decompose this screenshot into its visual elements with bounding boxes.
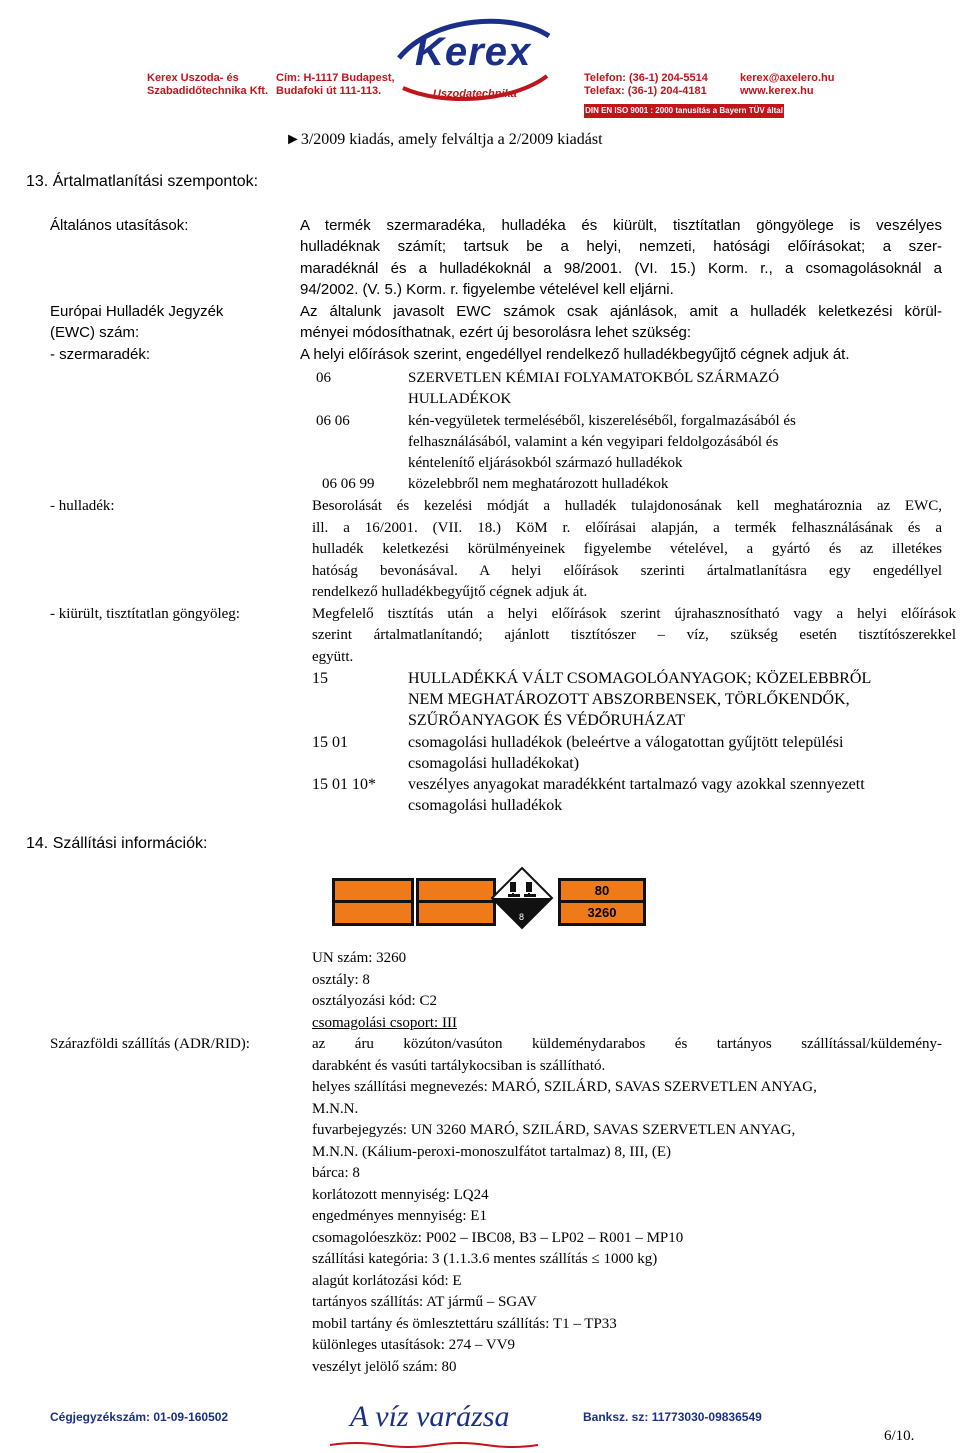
transport-detail: mobil tartány és ömlesztettáru szállítás: T1 – TP33 <box>312 1316 617 1332</box>
residue-text: A helyi előírások szerint, engedéllyel rendelkező hulladékbegyűjtő cégnek adjuk át. <box>300 346 850 363</box>
orange-plate-blank <box>332 878 414 926</box>
transport-detail: alagút korlátozási kód: E <box>312 1273 462 1289</box>
general-instructions-label: Általános utasítások: <box>50 217 189 234</box>
transport-detail: helyes szállítási megnevezés: MARÓ, SZILÁRD, SAVAS SZERVETLEN ANYAG, <box>312 1079 817 1095</box>
transport-detail: veszélyt jelölő szám: 80 <box>312 1359 457 1375</box>
diamond-class-number: 8 <box>519 912 525 922</box>
company-web: kerex@axelero.hu www.kerex.hu <box>740 72 835 97</box>
ewc-code-desc: felhasználásából, valamint a kén vegyipari feldolgozásából és <box>408 434 779 450</box>
transport-line: darabként és vasúti tartálykocsiban is szállítható. <box>312 1058 606 1074</box>
packing-group: csomagolási csoport: III <box>312 1015 457 1031</box>
plate-un-number: 3260 <box>587 905 617 920</box>
ewc-text-line: ményei módosíthatnak, ezért új besorolásra lehet szükség: <box>300 324 692 341</box>
ewc-label: (EWC) szám: <box>50 324 140 341</box>
ewc-code-desc: HULLADÉKOK <box>408 391 512 407</box>
plate-hazard-number: 80 <box>594 883 610 898</box>
ewc-code: 15 01 10* <box>312 776 376 793</box>
transport-detail: engedményes mennyiség: E1 <box>312 1208 487 1224</box>
certification-badge: DIN EN ISO 9001 : 2000 tanusítás a Bayern TÜV által <box>584 104 784 118</box>
page-header <box>0 0 960 148</box>
transport-detail: különleges utasítások: 274 – VV9 <box>312 1337 516 1353</box>
transport-detail: csomagolóeszköz: P002 – IBC08, B3 – LP02 – R001 – MP10 <box>312 1230 684 1246</box>
ewc-code-desc: csomagolási hulladékok <box>408 797 563 814</box>
ewc-code-desc: csomagolási hulladékok (beleértve a válogatottan gyűjtött települési <box>408 734 844 751</box>
logo-subtext: Uszodatechnika <box>433 88 517 100</box>
ewc-code: 15 <box>312 670 328 687</box>
packaging-text-line: szerint ártalmatlanítandó; ajánlott tisztítószer – víz, szükség esetén tisztítószerekkel <box>312 627 956 643</box>
packaging-label: - kiürült, tisztítatlan göngyöleg: <box>50 606 240 622</box>
transport-detail: tartányos szállítás: AT jármű – SGAV <box>312 1294 537 1310</box>
ewc-code: 06 <box>316 370 331 386</box>
packaging-text-line: együtt. <box>312 649 354 665</box>
section-14-title: 14. Szállítási információk: <box>26 835 208 852</box>
waste-text-line: hulladék keletkezési körülményeinek figyelembe vételével, a gyártó és az illetékes <box>312 541 942 557</box>
ewc-code-desc: közelebbről nem meghatározott hulladékok <box>408 476 669 492</box>
transport-detail: szállítási kategória: 3 (1.1.3.6 mentes szállítás ≤ 1000 kg) <box>312 1251 658 1267</box>
transport-detail: M.N.N. <box>312 1101 359 1117</box>
transport-detail: korlátozott mennyiség: LQ24 <box>312 1187 489 1203</box>
company-name: Kerex Uszoda- és Szabadidőtechnika Kft. <box>147 72 269 97</box>
footer-registration: Cégjegyzékszám: 01-09-160502 <box>50 1410 229 1424</box>
transport-detail: bárca: 8 <box>312 1165 360 1181</box>
corrosive-diamond-icon <box>490 866 554 930</box>
ewc-code-desc: HULLADÉKKÁ VÁLT CSOMAGOLÓANYAGOK; KÖZELEBBRŐL <box>408 670 872 687</box>
ewc-code-desc: kén-vegyületek termeléséből, kiszereléséből, forgalmazásából és <box>408 413 796 429</box>
ewc-code: 06 06 99 <box>322 476 375 492</box>
general-instructions-line: 94/2002. (V. 5.) Korm. r. figyelembe vételével kell eljárni. <box>300 281 674 298</box>
orange-plate-un <box>558 878 646 926</box>
waste-text-line: rendelkező hulladékbegyűjtő cégnek adjuk át. <box>312 584 588 600</box>
ewc-label: Európai Hulladék Jegyzék <box>50 303 224 320</box>
ewc-text-line: Az általunk javasolt EWC számok csak ajánlások, amit a hulladék keletkezési körül- <box>300 303 942 320</box>
land-transport-label: Szárazföldi szállítás (ADR/RID): <box>50 1036 250 1052</box>
plate-divider <box>419 900 493 903</box>
logo-text: Kerex <box>415 30 532 74</box>
transport-line: az áru közúton/vasúton küldeménydarabos és tartányos szállítással/küldemény- <box>312 1036 942 1052</box>
waste-label: - hulladék: <box>50 498 115 514</box>
transport-line: osztályozási kód: C2 <box>312 993 437 1009</box>
section-13-title: 13. Ártalmatlanítási szempontok: <box>26 173 259 190</box>
waste-text-line: hatóság bevonásával. A helyi előírások szerinti ártalmatlanításra egy engedéllyel <box>312 563 942 579</box>
transport-detail: M.N.N. (Kálium-peroxi-monoszulfátot tartalmaz) 8, III, (E) <box>312 1144 672 1160</box>
packaging-text-line: Megfelelő tisztítás után a helyi előírások szerint újrahasznosítható vagy a helyi előírások <box>312 606 956 622</box>
waste-text-line: Besorolását és kezelési módját a hulladék tulajdonosának kell meghatároznia az EWC, <box>312 498 942 514</box>
ewc-code-desc: NEM MEGHATÁROZOTT ABSZORBENSEK, TÖRLŐKENDŐK, <box>408 691 850 708</box>
ewc-code: 06 06 <box>316 413 350 429</box>
ewc-code: 15 01 <box>312 734 348 751</box>
footer-wave-icon <box>330 1436 540 1444</box>
ewc-code-desc: SZŰRŐANYAGOK ÉS VÉDŐRUHÁZAT <box>408 712 686 729</box>
plate-divider <box>561 900 643 903</box>
edition-note: ►3/2009 kiadás, amely felváltja a 2/2009 kiadást <box>285 131 603 148</box>
general-instructions-line: maradéknál és a hulladékoknál a 98/2001. (VI. 15.) Korm. r., a csomagolásoknál a <box>300 260 942 277</box>
transport-line: osztály: 8 <box>312 972 370 988</box>
company-phone: Telefon: (36-1) 204-5514 Telefax: (36-1) 204-4181 <box>584 72 708 97</box>
kerex-logo <box>393 6 555 106</box>
waste-text-line: ill. a 16/2001. (VII. 18.) KöM r. előírásai alapján, a termék felhasználásának és a <box>312 520 942 536</box>
orange-plate-blank <box>416 878 496 926</box>
general-instructions-line: hulladéknak számít; tartsuk be a helyi, nemzeti, hatósági előírásokat; a szer- <box>300 238 942 255</box>
ewc-code-desc: kéntelenítő eljárásokból származó hulladékok <box>408 455 683 471</box>
page-number: 6/10. <box>884 1428 915 1444</box>
ewc-code-desc: SZERVETLEN KÉMIAI FOLYAMATOKBÓL SZÁRMAZÓ <box>408 370 780 386</box>
residue-label: - szermaradék: <box>50 346 151 363</box>
ewc-code-desc: csomagolási hulladékokat) <box>408 755 580 772</box>
plate-divider <box>335 900 411 903</box>
footer-slogan: A víz varázsa <box>350 1400 510 1433</box>
general-instructions-line: A termék szermaradéka, hulladéka és kiürült, tisztítatlan göngyölege is veszélyes <box>300 217 942 234</box>
transport-detail: fuvarbejegyzés: UN 3260 MARÓ, SZILÁRD, SAVAS SZERVETLEN ANYAG, <box>312 1122 796 1138</box>
footer-bank: Banksz. sz: 11773030-09836549 <box>583 1410 762 1424</box>
company-address: Cím: H-1117 Budapest, Budafoki út 111-113. <box>276 72 395 97</box>
ewc-code-desc: veszélyes anyagokat maradékként tartalmazó vagy azokkal szennyezett <box>408 776 865 793</box>
transport-line: UN szám: 3260 <box>312 950 407 966</box>
